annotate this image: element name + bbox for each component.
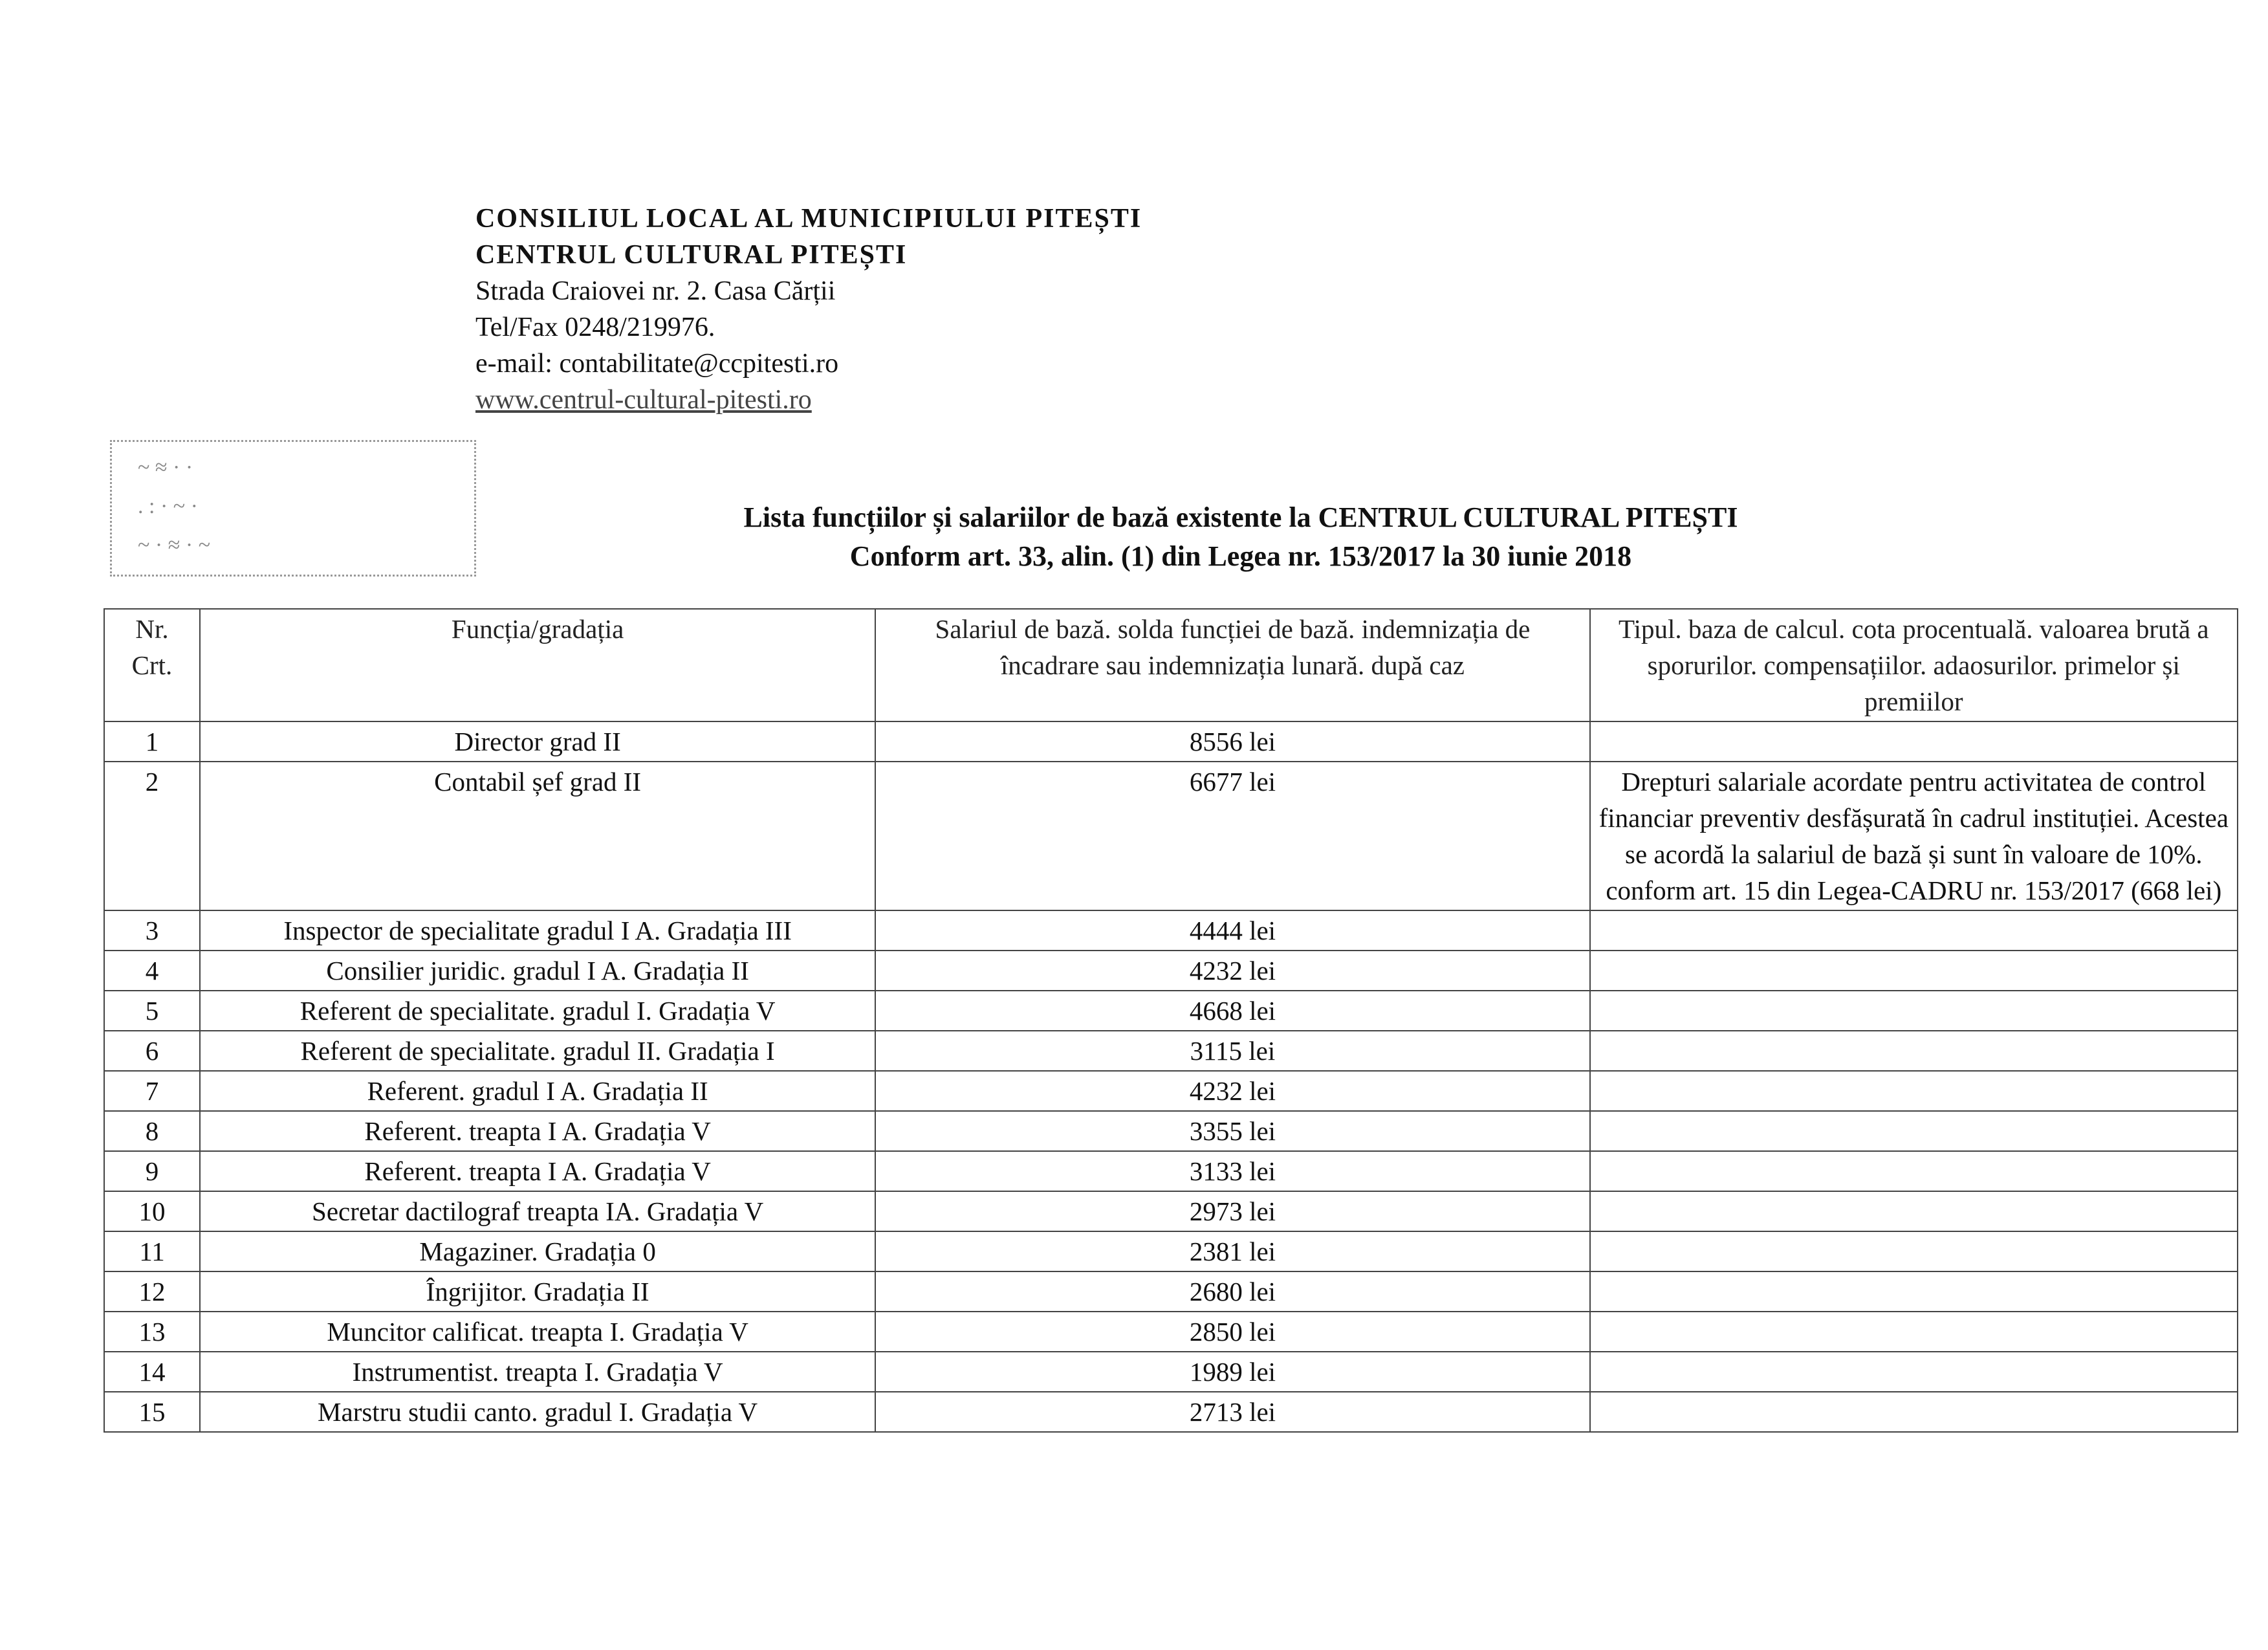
table-header-row: [104, 609, 2238, 721]
table-row: [104, 1151, 2238, 1191]
cell-salary: 2850 lei: [875, 1312, 1589, 1352]
cell-function: Magaziner. Gradația 0: [200, 1231, 875, 1271]
table-row: [104, 1312, 2238, 1352]
cell-bonus: [1590, 1151, 2238, 1191]
title-line-2: Conform art. 33, alin. (1) din Legea nr. 153/2017 la 30 iunie 2018: [849, 540, 1632, 572]
cell-salary: 4232 lei: [875, 951, 1589, 991]
cell-bonus: [1590, 1352, 2238, 1392]
cell-nr: 8: [104, 1111, 200, 1151]
cell-bonus: [1590, 1392, 2238, 1432]
table-row: [104, 762, 2238, 910]
cell-nr: 12: [104, 1271, 200, 1312]
table-row: [104, 1191, 2238, 1231]
cell-bonus: [1590, 721, 2238, 762]
cell-nr: 3: [104, 910, 200, 951]
cell-salary: 2381 lei: [875, 1231, 1589, 1271]
title-line-1: Lista funcțiilor și salariilor de bază existente la CENTRUL CULTURAL PITEȘTI: [743, 501, 1738, 533]
cell-salary: 3355 lei: [875, 1111, 1589, 1151]
cell-function: Muncitor calificat. treapta I. Gradația V: [200, 1312, 875, 1352]
cell-bonus: [1590, 951, 2238, 991]
header-salary: Salariul de bază. solda funcției de bază. indemnizația de încadrare sau indemnizația lunară. după caz: [875, 609, 1589, 721]
table-row: [104, 1111, 2238, 1151]
cell-function: Referent de specialitate. gradul II. Gradația I: [200, 1031, 875, 1071]
cell-nr: 5: [104, 991, 200, 1031]
header-nr: Nr. Crt.: [104, 609, 200, 721]
cell-bonus: [1590, 1231, 2238, 1271]
cell-salary: 3115 lei: [875, 1031, 1589, 1071]
cell-salary: 2713 lei: [875, 1392, 1589, 1432]
table-row: [104, 1031, 2238, 1071]
cell-salary: 8556 lei: [875, 721, 1589, 762]
cell-function: Director grad II: [200, 721, 875, 762]
cell-salary: 4668 lei: [875, 991, 1589, 1031]
cell-bonus: [1590, 1191, 2238, 1231]
cell-function: Referent. treapta I A. Gradația V: [200, 1151, 875, 1191]
cell-salary: 4444 lei: [875, 910, 1589, 951]
table-row: [104, 721, 2238, 762]
table-body: [104, 721, 2238, 1432]
cell-salary: 1989 lei: [875, 1352, 1589, 1392]
cell-nr: 2: [104, 762, 200, 910]
cell-function: Îngrijitor. Gradația II: [200, 1271, 875, 1312]
cell-function: Consilier juridic. gradul I A. Gradația II: [200, 951, 875, 991]
cell-bonus: [1590, 1031, 2238, 1071]
cell-function: Marstru studii canto. gradul I. Gradația V: [200, 1392, 875, 1432]
table-row: [104, 1231, 2238, 1271]
cell-bonus: [1590, 991, 2238, 1031]
cell-function: Referent. gradul I A. Gradația II: [200, 1071, 875, 1111]
cell-function: Inspector de specialitate gradul I A. Gradația III: [200, 910, 875, 951]
council-name: CONSILIUL LOCAL AL MUNICIPIULUI PITEȘTI: [475, 204, 1142, 234]
table-row: [104, 910, 2238, 951]
cell-bonus: [1590, 1111, 2238, 1151]
email: e-mail: contabilitate@ccpitesti.ro: [475, 349, 839, 379]
cell-salary: 2680 lei: [875, 1271, 1589, 1312]
header-bonuses: Tipul. baza de calcul. cota procentuală. valoarea brută a sporurilor. compensațiilor. adaosurilor. primelor și premiilor: [1590, 609, 2238, 721]
cell-salary: 4232 lei: [875, 1071, 1589, 1111]
salary-table: [104, 608, 2238, 1433]
cell-function: Secretar dactilograf treapta IA. Gradația V: [200, 1191, 875, 1231]
cell-salary: 2973 lei: [875, 1191, 1589, 1231]
cell-salary: 3133 lei: [875, 1151, 1589, 1191]
cell-salary: 6677 lei: [875, 762, 1589, 910]
address: Strada Craiovei nr. 2. Casa Cărții: [475, 276, 836, 306]
cell-bonus: [1590, 1312, 2238, 1352]
cell-nr: 6: [104, 1031, 200, 1071]
phone: Tel/Fax 0248/219976.: [475, 313, 715, 342]
cell-function: Instrumentist. treapta I. Gradația V: [200, 1352, 875, 1392]
cell-nr: 1: [104, 721, 200, 762]
cell-function: Referent. treapta I A. Gradația V: [200, 1111, 875, 1151]
cell-bonus: [1590, 1271, 2238, 1312]
letterhead: [475, 201, 1142, 418]
table-row: [104, 1392, 2238, 1432]
cell-nr: 9: [104, 1151, 200, 1191]
institution-name: CENTRUL CULTURAL PITEȘTI: [475, 240, 908, 270]
cell-nr: 10: [104, 1191, 200, 1231]
cell-nr: 4: [104, 951, 200, 991]
header-function: Funcția/gradația: [200, 609, 875, 721]
cell-nr: 11: [104, 1231, 200, 1271]
cell-nr: 14: [104, 1352, 200, 1392]
cell-bonus: [1590, 1071, 2238, 1111]
document-title: [0, 498, 2268, 576]
table-row: [104, 1071, 2238, 1111]
table-row: [104, 1352, 2238, 1392]
faded-stamp: ~ ≈ · · . : · ~ · ~ · ≈ · ~: [110, 440, 476, 577]
website-link[interactable]: www.centrul-cultural-pitesti.ro: [475, 385, 812, 415]
cell-function: Contabil șef grad II: [200, 762, 875, 910]
cell-nr: 13: [104, 1312, 200, 1352]
cell-bonus: [1590, 910, 2238, 951]
table-row: [104, 1271, 2238, 1312]
table-row: [104, 991, 2238, 1031]
cell-bonus: Drepturi salariale acordate pentru activitatea de control financiar preventiv desfășurată în cadrul instituției. Acestea se acordă la salariul de bază și sunt în valoare de 10%. conform art. 15 din Legea-CADRU nr. 153/2017 (668 lei): [1590, 762, 2238, 910]
cell-nr: 7: [104, 1071, 200, 1111]
cell-nr: 15: [104, 1392, 200, 1432]
table-row: [104, 951, 2238, 991]
cell-function: Referent de specialitate. gradul I. Gradația V: [200, 991, 875, 1031]
